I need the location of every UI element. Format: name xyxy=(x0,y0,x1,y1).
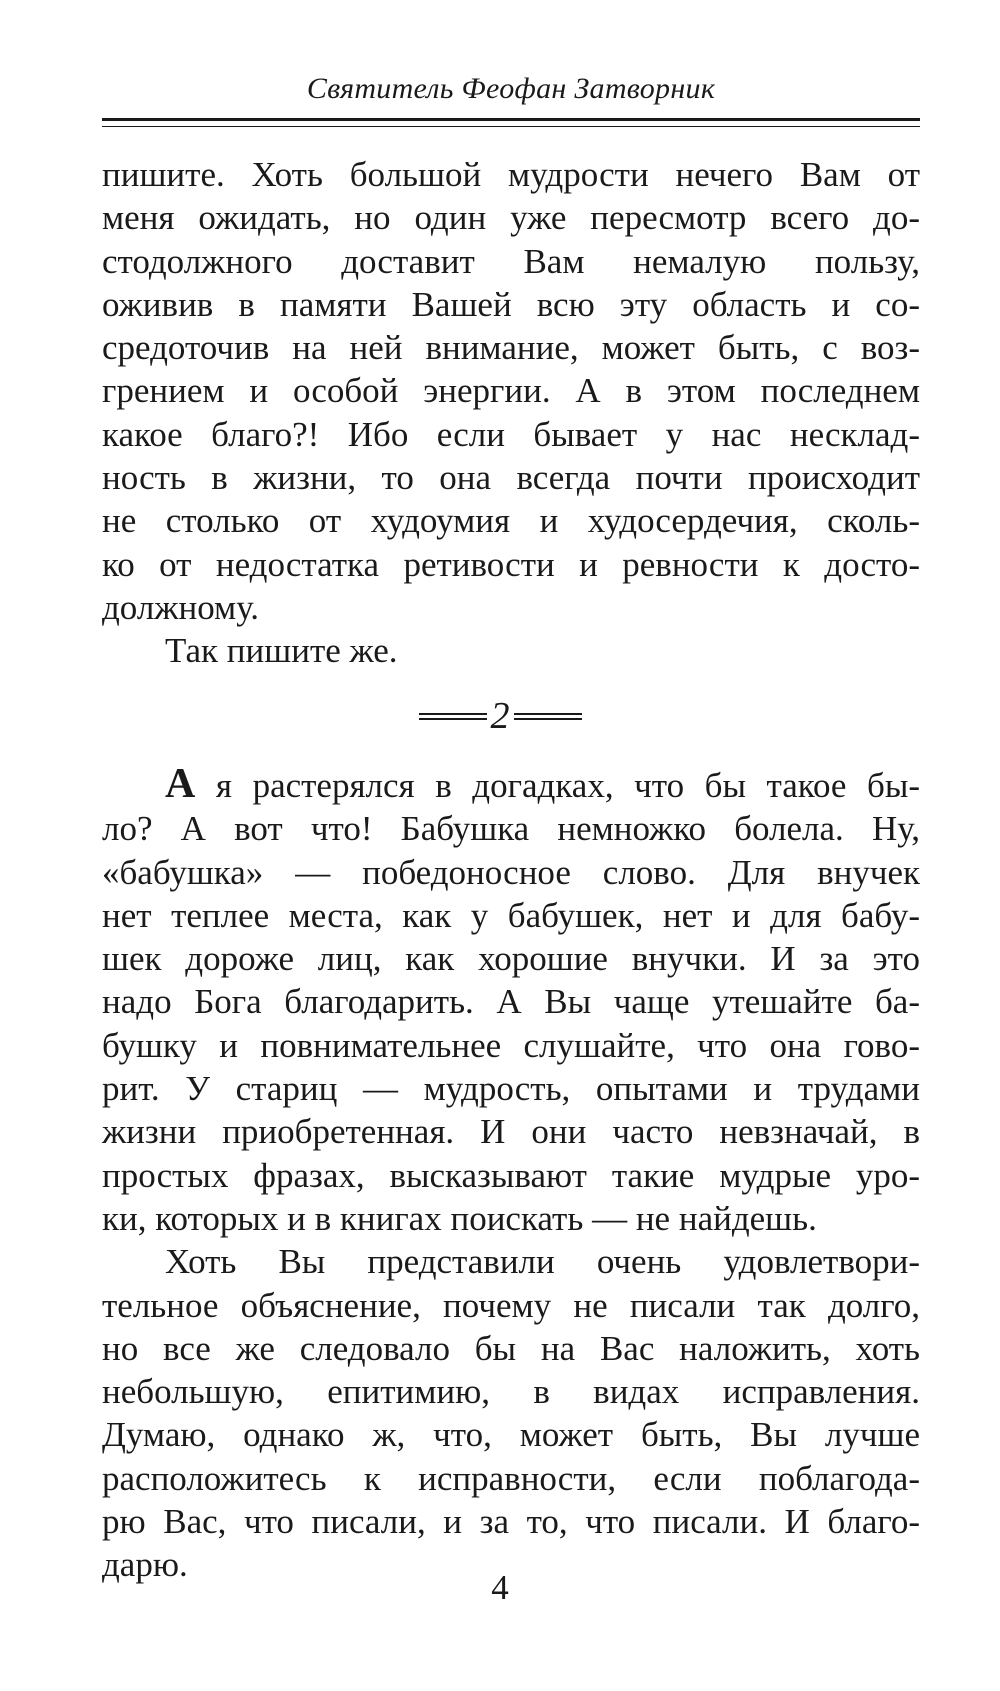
text-line: надо Бога благодарить. А Вы чаще утешайте ба- xyxy=(102,982,920,1022)
text-line: «бабушка» — победоносное слово. Для внучек xyxy=(102,852,920,892)
text-line: небольшую, епитимию, в видах исправления. xyxy=(102,1372,920,1412)
section-number-ornament xyxy=(0,696,1000,736)
text-line: дарю. xyxy=(102,1545,188,1585)
running-header-title: Святитель Феофан Затворник xyxy=(306,72,716,105)
dropcap-letter: А xyxy=(165,761,196,807)
text-line: простых фразах, высказывают такие мудрые уро- xyxy=(102,1155,920,1195)
text-line: должному. xyxy=(102,587,259,627)
text-line: не столько от худоумия и худосердечия, сколь- xyxy=(102,501,920,541)
text-line: меня ожидать, но один уже пересмотр всего до- xyxy=(102,198,920,238)
continued-letter-text xyxy=(102,153,920,673)
text-line-first xyxy=(102,763,920,807)
text-line: ность в жизни, то она всегда почти происходит xyxy=(102,458,920,498)
page-number: 4 xyxy=(491,1568,509,1607)
text-line: грением и особой энергии. А в этом последнем xyxy=(102,371,920,411)
text-line: Думаю, однако ж, что, может быть, Вы лучше xyxy=(102,1415,920,1455)
text-line-rest: я растерялся в догадках, что бы такое бы- xyxy=(195,766,920,805)
ornament-line-left xyxy=(419,713,487,720)
text-line: ло? А вот что! Бабушка немножко болела. Ну, xyxy=(102,809,920,849)
text-line: пишите. Хоть большой мудрости нечего Вам от xyxy=(102,155,920,194)
text-line: рю Вас, что писали, и за то, что писали. И благо- xyxy=(102,1502,920,1542)
text-line: но все же следовало бы на Вас наложить, хоть xyxy=(102,1328,920,1368)
text-line: бушку и повнимательнее слушайте, что она гово- xyxy=(102,1025,920,1065)
text-line: ки, которых и в книгах поискать — не найдешь. xyxy=(102,1198,817,1238)
text-line: стодолжного доставит Вам немалую пользу, xyxy=(102,241,920,281)
text-line: какое благо?! Ибо если бывает у нас несклад- xyxy=(102,414,920,454)
text-line: ко от недостатка ретивости и ревности к досто- xyxy=(102,544,920,584)
text-line: оживив в памяти Вашей всю эту область и со- xyxy=(102,284,920,324)
text-line: рит. У стариц — мудрость, опытами и трудами xyxy=(102,1069,920,1109)
text-line: средоточив на ней внимание, может быть, с воз- xyxy=(102,328,920,368)
text-line: нет теплее места, как у бабушек, нет и для бабу- xyxy=(102,895,920,935)
closing-line: Так пишите же. xyxy=(165,631,398,671)
text-line: жизни приобретенная. И они часто невзначай, в xyxy=(102,1112,920,1152)
text-line: шек дороже лиц, как хорошие внучки. И за это xyxy=(102,939,920,979)
letter-text xyxy=(102,763,920,1587)
header-rule-thin xyxy=(102,126,920,127)
text-line: расположитесь к исправности, если поблагода- xyxy=(102,1458,920,1498)
section-number: 2 xyxy=(490,695,510,737)
text-line: Хоть Вы представили очень удовлетвори- xyxy=(165,1242,920,1282)
header-rule-thick xyxy=(102,118,920,121)
ornament-line-right xyxy=(514,713,582,720)
text-line: тельное объяснение, почему не писали так долго, xyxy=(102,1285,920,1325)
